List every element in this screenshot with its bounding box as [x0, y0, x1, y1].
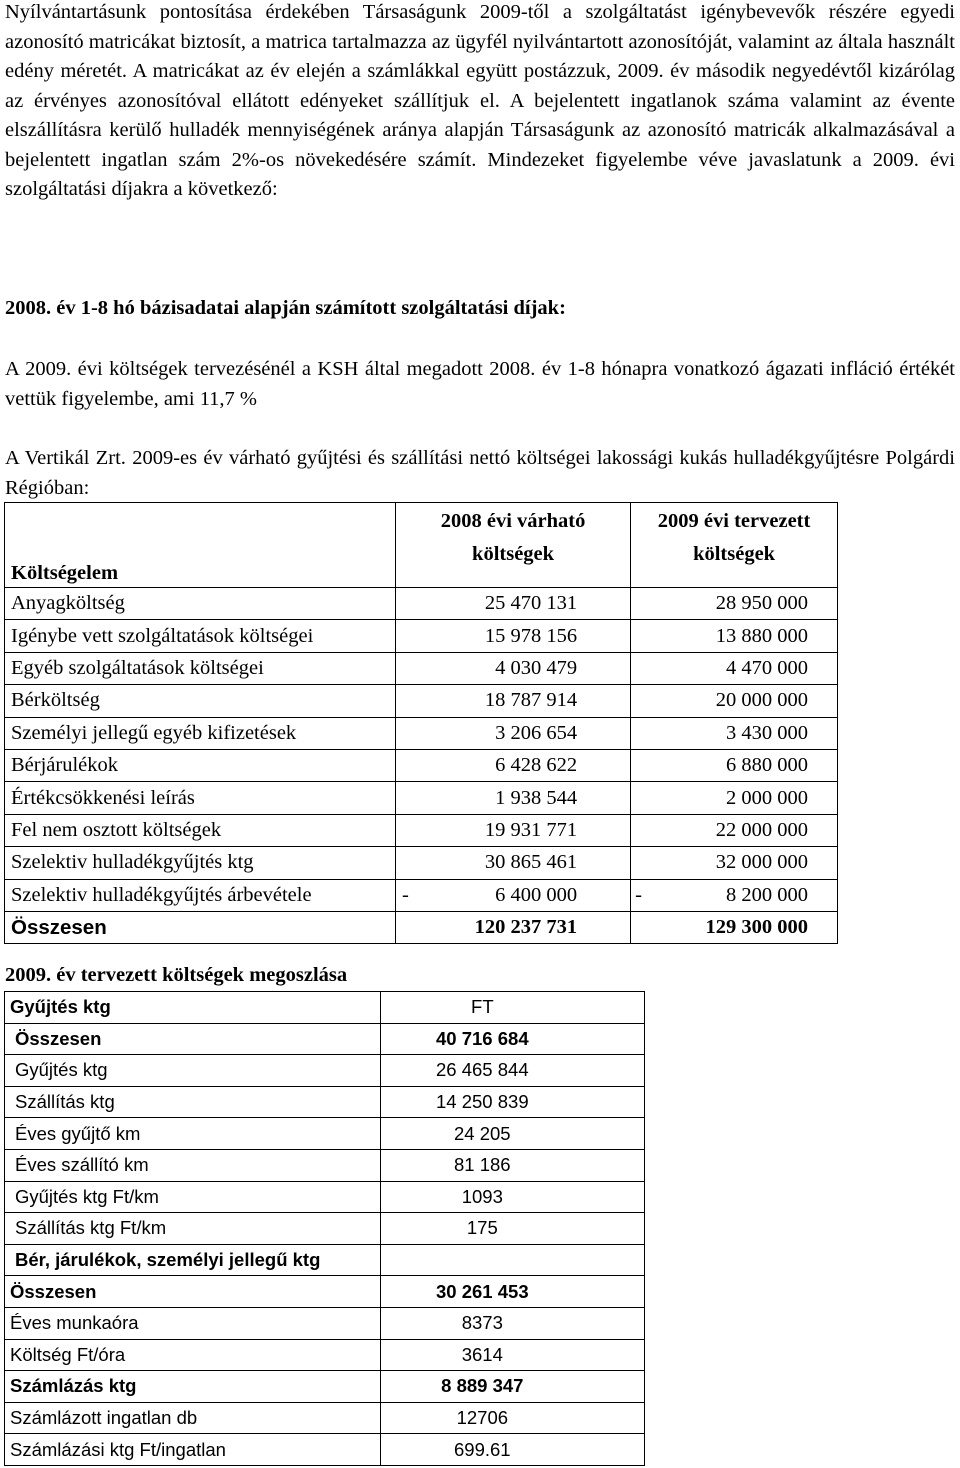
- table-row: [5, 1307, 645, 1339]
- table-row: [5, 620, 838, 652]
- row-label: Szállítás ktg Ft/km: [5, 1213, 381, 1245]
- table-row: [5, 717, 838, 749]
- row-value-2008: 1 938 544: [395, 782, 630, 814]
- row-value-2009: 6 880 000: [631, 749, 838, 781]
- cost-table: [4, 502, 838, 944]
- header-cost-element: Költségelem: [5, 503, 396, 588]
- table-row: [5, 1213, 645, 1245]
- table-row: [5, 1244, 645, 1276]
- table-row: [5, 1371, 645, 1403]
- row-label: Fel nem osztott költségek: [5, 814, 396, 846]
- row-label: Költség Ft/óra: [5, 1339, 381, 1371]
- row-value: 8373: [380, 1307, 644, 1339]
- table-row: [5, 1402, 645, 1434]
- row-value: 14 250 839: [380, 1086, 644, 1118]
- table-row: [5, 847, 838, 879]
- row-label: Igénybe vett szolgáltatások költségei: [5, 620, 396, 652]
- row-label: Bérköltség: [5, 685, 396, 717]
- table-row: [5, 1086, 645, 1118]
- row-value: 40 716 684: [380, 1023, 644, 1055]
- table-row: [5, 652, 838, 684]
- row-value-2009: 28 950 000: [631, 588, 838, 620]
- row-value-2008: 30 865 461: [395, 847, 630, 879]
- row-value-2009: 2 000 000: [631, 782, 838, 814]
- row-value-2008: 25 470 131: [395, 588, 630, 620]
- row-value: 26 465 844: [380, 1055, 644, 1087]
- row-value: 175: [380, 1213, 644, 1245]
- table-row: [5, 685, 838, 717]
- row-value: 3614: [380, 1339, 644, 1371]
- row-label: Bérjárulékok: [5, 749, 396, 781]
- minus-sign: -: [635, 883, 642, 906]
- table-row: [5, 1181, 645, 1213]
- table-row: [5, 1434, 645, 1466]
- row-value-2008: 6 428 622: [395, 749, 630, 781]
- row-value-2009: 20 000 000: [631, 685, 838, 717]
- revenue-value-2009: 8 200 000: [726, 883, 808, 906]
- row-value: 24 205: [380, 1118, 644, 1150]
- row-label: Számlázott ingatlan db: [5, 1402, 381, 1434]
- heading-2009-distribution: 2009. év tervezett költségek megoszlása: [5, 964, 348, 986]
- row-label: Bér, járulékok, személyi jellegű ktg: [5, 1244, 381, 1276]
- header-2008-expected: 2008 évi várható költségek: [395, 503, 630, 588]
- cost-table-header-row: [5, 503, 838, 588]
- table-row: [5, 992, 645, 1024]
- minus-sign: -: [401, 883, 409, 906]
- row-label: Összesen: [5, 1276, 381, 1308]
- row-value-2008: 15 978 156: [395, 620, 630, 652]
- row-label: Éves szállító km: [5, 1149, 381, 1181]
- row-value-2009: 3 430 000: [631, 717, 838, 749]
- row-value-2009: [631, 879, 838, 911]
- row-label: Gyűjtés ktg: [5, 992, 381, 1024]
- header-2009-planned: 2009 évi tervezett költségek: [631, 503, 838, 588]
- table-row: [5, 782, 838, 814]
- row-label: Számlázási ktg Ft/ingatlan: [5, 1434, 381, 1466]
- row-label: Gyűjtés ktg Ft/km: [5, 1181, 381, 1213]
- row-value: 81 186: [380, 1149, 644, 1181]
- vertikal-paragraph: A Vertikál Zrt. 2009-es év várható gyűjtési és szállítási nettó költségei lakossági kukás hulladékgyűjtésre Polgárdi Régióban:: [5, 447, 955, 499]
- table-row: [5, 1055, 645, 1087]
- row-value-2008: 18 787 914: [395, 685, 630, 717]
- row-label: Szelektiv hulladékgyűjtés árbevétele: [5, 879, 396, 911]
- total-value-2009: 129 300 000: [631, 911, 838, 943]
- table-row: [5, 1276, 645, 1308]
- total-value-2008: 120 237 731: [395, 911, 630, 943]
- row-label: Éves munkaóra: [5, 1307, 381, 1339]
- total-label: Összesen: [5, 911, 396, 943]
- row-label: Anyagköltség: [5, 588, 396, 620]
- table-row: [5, 588, 838, 620]
- row-value: 699.61: [380, 1434, 644, 1466]
- row-value: 1093: [380, 1181, 644, 1213]
- revenue-row: [5, 879, 838, 911]
- row-value: FT: [380, 992, 644, 1024]
- row-value-2009: 4 470 000: [631, 652, 838, 684]
- table-row: [5, 1118, 645, 1150]
- heading-2008-base-data: 2008. év 1-8 hó bázisadatai alapján számított szolgáltatási díjak:: [5, 297, 566, 319]
- row-value-2009: 32 000 000: [631, 847, 838, 879]
- table-row: [5, 1339, 645, 1371]
- row-label: Egyéb szolgáltatások költségei: [5, 652, 396, 684]
- row-value-2008: 4 030 479: [395, 652, 630, 684]
- table-row: [5, 814, 838, 846]
- row-label: Személyi jellegű egyéb kifizetések: [5, 717, 396, 749]
- revenue-value-2008: 6 400 000: [495, 883, 578, 906]
- row-label: Számlázás ktg: [5, 1371, 381, 1403]
- table-row: [5, 1023, 645, 1055]
- row-label: Éves gyűjtő km: [5, 1118, 381, 1150]
- row-value-2008: [395, 879, 630, 911]
- distribution-table: [4, 991, 645, 1466]
- row-value: 8 889 347: [380, 1371, 644, 1403]
- row-value: [380, 1244, 644, 1276]
- intro-paragraph: Nyílvántartásunk pontosítása érdekében Társaságunk 2009-től a szolgáltatást igénybevevők részére egyedi azonosító matricákat biztosít, a matrica tartalmazza az ügyfél nyilvántartott azonosítóját, valamint az általa használt edény méretét. A matricákat az év elején a számlákkal együtt postázzuk, 2009. év második negyedévtől kizárólag az érvényes azonosítóval ellátott edényeket szállítjuk el. A bejelentett ingatlanok száma valamint az évente elszállításra kerülő hulladék mennyiségének aránya alapján Társaságunk az azonosító matricák alkalmazásával a bejelentett ingatlan szám 2%-os növekedésére számít. Mindezeket figyelembe véve javaslatunk a 2009. évi szolgáltatási díjakra a következő:: [5, 1, 955, 200]
- inflation-paragraph: A 2009. évi költségek tervezésénél a KSH által megadott 2008. év 1-8 hónapra vonatkozó ágazati infláció értékét vettük figyelembe, ami 11,7 %: [5, 358, 955, 410]
- row-value-2008: 19 931 771: [395, 814, 630, 846]
- row-label: Szállítás ktg: [5, 1086, 381, 1118]
- row-value: 12706: [380, 1402, 644, 1434]
- row-value-2009: 13 880 000: [631, 620, 838, 652]
- row-value-2009: 22 000 000: [631, 814, 838, 846]
- row-label: Gyűjtés ktg: [5, 1055, 381, 1087]
- row-label: Szelektiv hulladékgyűjtés ktg: [5, 847, 396, 879]
- row-value: 30 261 453: [380, 1276, 644, 1308]
- row-label: Értékcsökkenési leírás: [5, 782, 396, 814]
- distribution-table-body: [5, 992, 645, 1466]
- row-label: Összesen: [5, 1023, 381, 1055]
- table-row: [5, 749, 838, 781]
- row-value-2008: 3 206 654: [395, 717, 630, 749]
- total-row: [5, 911, 838, 943]
- table-row: [5, 1149, 645, 1181]
